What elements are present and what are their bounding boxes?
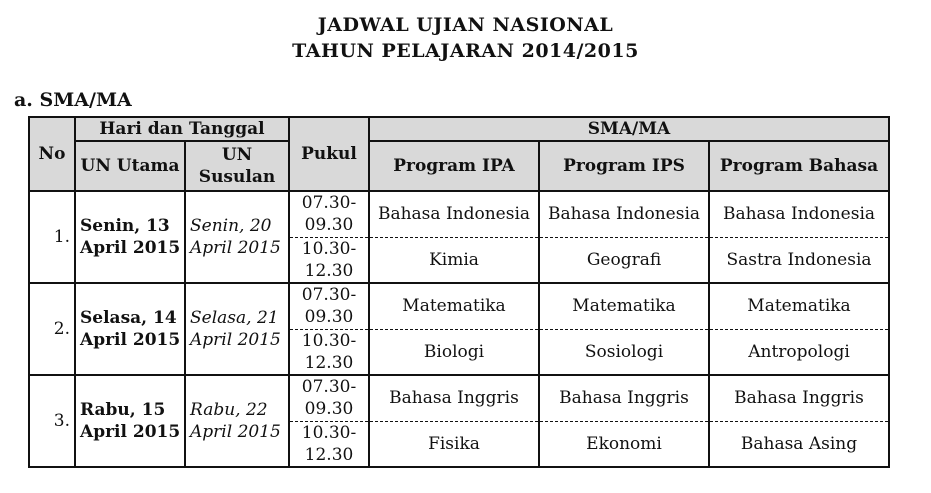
subject-bahasa: Sastra Indonesia [709,237,889,283]
subject-ipa: Bahasa Inggris [369,375,539,421]
subject-bahasa: Bahasa Inggris [709,375,889,421]
subject-bahasa: Bahasa Asing [709,421,889,467]
header-pukul: Pukul [289,117,369,191]
header-program-bahasa: Program Bahasa [709,141,889,191]
un-utama-date: Senin, 13 April 2015 [75,191,185,283]
subject-ips: Sosiologi [539,329,709,375]
row-number: 2. [29,283,75,375]
header-un-utama: UN Utama [75,141,185,191]
session-time: 07.30-09.30 [289,283,369,329]
subject-ips: Geografi [539,237,709,283]
document-title: JADWAL UJIAN NASIONAL [317,14,614,36]
session-time: 10.30-12.30 [289,237,369,283]
un-susulan-date: Selasa, 21 April 2015 [185,283,289,375]
subject-ips: Matematika [539,283,709,329]
table-row [29,375,889,421]
subject-ipa: Kimia [369,237,539,283]
session-time: 10.30-12.30 [289,329,369,375]
subject-ips: Bahasa Indonesia [539,191,709,237]
header-sma-ma: SMA/MA [369,117,889,141]
header-no: No [29,117,75,191]
subject-bahasa: Antropologi [709,329,889,375]
header-hari-tanggal: Hari dan Tanggal [75,117,289,141]
document-subtitle: TAHUN PELAJARAN 2014/2015 [292,40,639,62]
exam-schedule-table [28,116,890,468]
table-row [29,283,889,329]
un-utama-date: Rabu, 15 April 2015 [75,375,185,467]
subject-ipa: Fisika [369,421,539,467]
un-utama-date: Selasa, 14 April 2015 [75,283,185,375]
section-label: a. SMA/MA [14,89,132,111]
subject-ipa: Biologi [369,329,539,375]
header-un-susulan: UN Susulan [185,141,289,191]
subject-ips: Bahasa Inggris [539,375,709,421]
subject-ips: Ekonomi [539,421,709,467]
row-number: 1. [29,191,75,283]
session-time: 10.30-12.30 [289,421,369,467]
header-program-ips: Program IPS [539,141,709,191]
table-row [29,191,889,237]
session-time: 07.30-09.30 [289,191,369,237]
un-susulan-date: Rabu, 22 April 2015 [185,375,289,467]
header-program-ipa: Program IPA [369,141,539,191]
subject-ipa: Matematika [369,283,539,329]
subject-bahasa: Bahasa Indonesia [709,191,889,237]
row-number: 3. [29,375,75,467]
subject-bahasa: Matematika [709,283,889,329]
subject-ipa: Bahasa Indonesia [369,191,539,237]
un-susulan-date: Senin, 20 April 2015 [185,191,289,283]
session-time: 07.30-09.30 [289,375,369,421]
